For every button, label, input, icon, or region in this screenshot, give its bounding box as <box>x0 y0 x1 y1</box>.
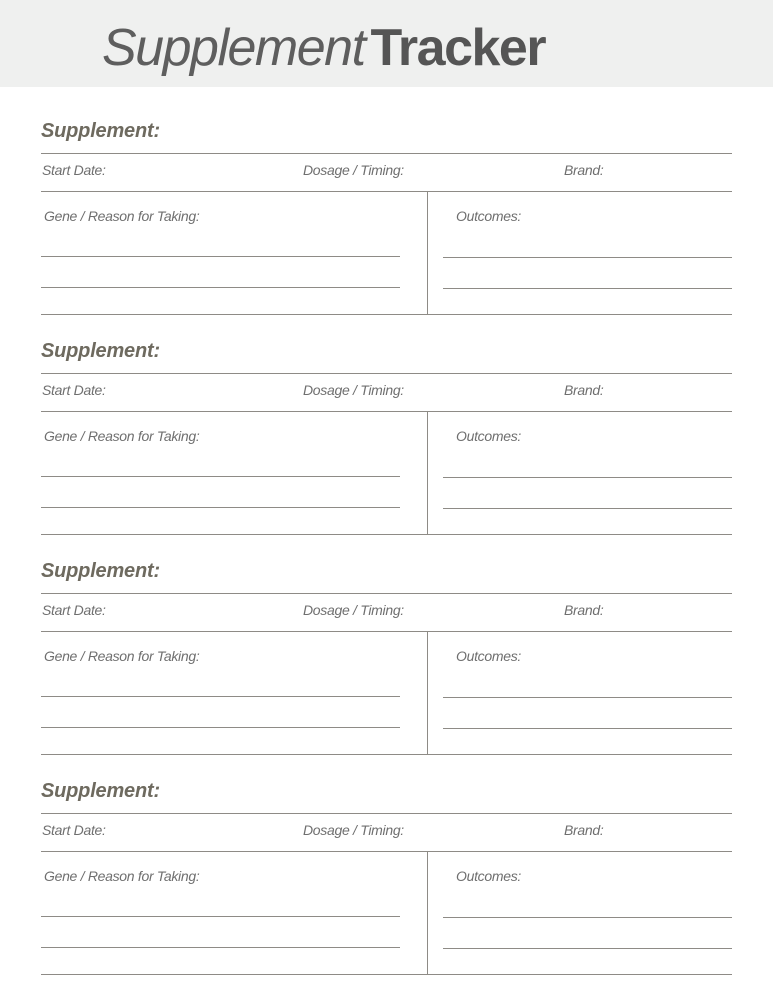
page-title-light: Supplement <box>102 19 365 77</box>
outcomes-label: Outcomes: <box>456 648 521 664</box>
page-title-bold: Tracker <box>370 19 546 77</box>
dosage-timing-field[interactable]: Dosage / Timing: <box>303 602 404 618</box>
gene-reason-label: Gene / Reason for Taking: <box>44 868 200 884</box>
divider <box>41 373 732 374</box>
brand-field[interactable]: Brand: <box>564 382 604 398</box>
outcomes-write-line[interactable] <box>443 948 732 949</box>
supplement-entry <box>0 440 773 664</box>
reason-write-line[interactable] <box>41 947 400 948</box>
divider <box>41 593 732 594</box>
outcomes-label: Outcomes: <box>456 428 521 444</box>
reason-write-line[interactable] <box>41 916 400 917</box>
start-date-field[interactable]: Start Date: <box>42 822 106 838</box>
brand-field[interactable]: Brand: <box>564 602 604 618</box>
gene-reason-label: Gene / Reason for Taking: <box>44 208 200 224</box>
supplement-name-label: Supplement: <box>41 560 160 582</box>
gene-reason-label: Gene / Reason for Taking: <box>44 428 200 444</box>
dosage-timing-field[interactable]: Dosage / Timing: <box>303 162 404 178</box>
dosage-timing-field[interactable]: Dosage / Timing: <box>303 382 404 398</box>
outcomes-write-line[interactable] <box>443 917 732 918</box>
divider <box>41 631 732 632</box>
column-divider <box>427 851 428 974</box>
start-date-field[interactable]: Start Date: <box>42 382 106 398</box>
supplement-entry <box>0 660 773 884</box>
gene-reason-label: Gene / Reason for Taking: <box>44 648 200 664</box>
divider <box>41 411 732 412</box>
outcomes-label: Outcomes: <box>456 208 521 224</box>
brand-field[interactable]: Brand: <box>564 162 604 178</box>
start-date-field[interactable]: Start Date: <box>42 162 106 178</box>
supplement-entry <box>0 220 773 444</box>
dosage-timing-field[interactable]: Dosage / Timing: <box>303 822 404 838</box>
divider <box>41 851 732 852</box>
divider <box>41 813 732 814</box>
divider <box>41 974 732 975</box>
supplement-name-label: Supplement: <box>41 340 160 362</box>
start-date-field[interactable]: Start Date: <box>42 602 106 618</box>
supplement-entry <box>0 0 773 224</box>
outcomes-label: Outcomes: <box>456 868 521 884</box>
divider <box>41 191 732 192</box>
brand-field[interactable]: Brand: <box>564 822 604 838</box>
divider <box>41 153 732 154</box>
supplement-name-label: Supplement: <box>41 780 160 802</box>
supplement-name-label: Supplement: <box>41 120 160 142</box>
